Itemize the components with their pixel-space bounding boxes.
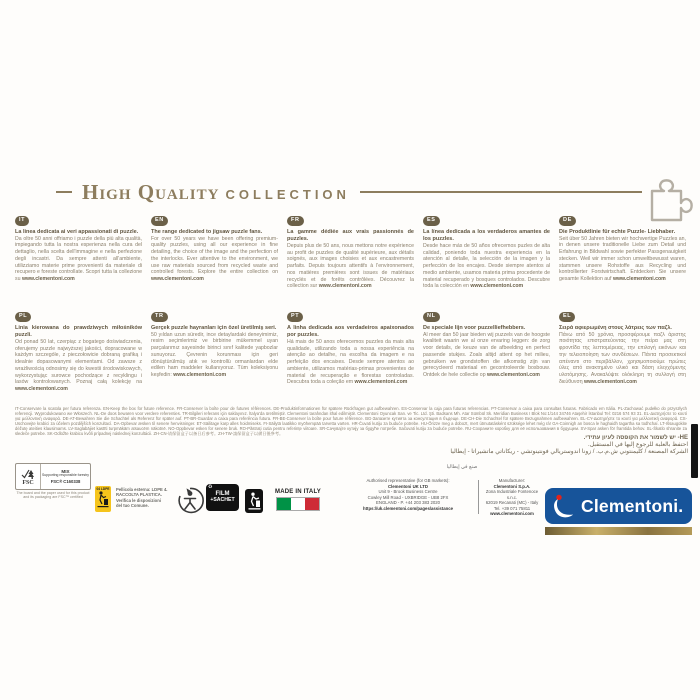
manufacturer-url: www.clementoni.com bbox=[490, 511, 534, 517]
gb-rep-url: https://uk.clementoni.com/pages/assistance bbox=[362, 505, 454, 511]
title-rule-left bbox=[56, 191, 72, 193]
gb-rep-line: Unit 9 - Brook Business Centre bbox=[378, 489, 438, 495]
gb-rep-line: Authorised representative (for GB markets): bbox=[366, 478, 450, 483]
arabic-manufacturer-line: الشركة المصنعة / كليمنتوني ش.م.ب. / زونا اندوستريالي فونتينوتشي - ريكاناتي ماتشيراتا - إيطاليا bbox=[450, 449, 688, 455]
lang-badge-es: ES bbox=[423, 216, 440, 226]
lang-heading: Die Produktlinie für echte Puzzle- Liebhaber. bbox=[559, 228, 676, 235]
manufacturer-line: 62019 Recanati (MC) - Italy bbox=[485, 500, 539, 506]
lang-heading: Gerçek puzzle hayranları için özel üretilmiş seri. bbox=[151, 324, 277, 331]
lang-badge-el: EL bbox=[559, 312, 575, 322]
made-in-italy bbox=[272, 489, 324, 511]
lang-badge-it: IT bbox=[15, 216, 29, 226]
website-url: www.clementoni.com bbox=[318, 283, 372, 290]
keep-box-fine-print: IT-Conservare la scatola per futura referenza. EN-Keep the box for future reference. FR-Conserver la boîte pour de futures références. DE-Produktinformationen für spätere Rückfragen gut aufbewahren. ES-Conservar la caja para futuras referencias. PT-Conservar a caixa para consultas futuras. Fabricado em Itália. PL-Zachować pudełko do przyszłych referencji. Wyprodukowano we Włoszech. NL-De doos bewaren voor verdere referenties. TR-Bilgileri referans için saklayınız. İtalya'da üretilmiştir. Clementoni tarafından ithal edilmiştir. Clementoni Oyuncak San. ve Tic. Ltd. Şti. Badsans Mh. Atar Sümbül Sk. Meridian Business I Blok No:1/144 34746 Ataşehir İstanbul Tel: 0216 574 93 31. EL-Διατηρήστε το κουτί για μελλοντική αναφορά. DE-AT-Bewahren Sie die Schachtel als Referenz für später auf. PT-BR-Guardar a caixa para referência futura. FR-BE-Conserver la boîte pour future référence. BG-Запазете кутията за консултация в бъдеще. DE-CH-Die Schachtel für spätere Bezugnahmen aufbewahren. EL-CY-Διατηρήστε το κουτί για μελλοντική αναφορά. CS-Uschovejte krabici za účelem pozdějších konzultací. DA-Opbevar æsken til senere henvisninger. ET-Säilitage karp alles hoidmiseks. FI-Säilytä laatikko myöhempää tarvetta varten. HR-Čuvati kutiju za buduće potrebe. HU-Őrizze meg a dobozt, mert útmutatásként szüksége lehet még rá! GA-Coinnigh an bosca le haghaidh tagartha sa todhchaí. LT-Išsaugokite dėžutę ateities klausimams. LV-Saglabājiet kastīti turpmākām atsaucēm nākotnē. NO-Oppbevar esken for senere bruk. RO-Păstrați cutia pentru referințe viitoare. SR-Сачувајте кутију за будуће потребе. Sačuvati kutiju za buduće potrebe. RU-Сохраните коробку для её использования в будущем. SV-Spar asken för framtida behov. SL-Škatlo shranite za sledeče potrebe. SK-Odložte krabicu kvôli prípadnej následnej konzultácii. ZH-CN-请保留盒子以备日后参考。ZH-TW-請保留盒子以備日後參考。 bbox=[15, 406, 687, 437]
triman-icon bbox=[176, 487, 204, 520]
fsc-caption: The board and the paper used for this product and its packaging are FSC™ certified bbox=[16, 491, 90, 500]
italy-flag-icon bbox=[276, 497, 320, 511]
lang-body: Depuis plus de 50 ans, nous mettons notre expérience au profit de puzzles de qualité supérieure, aux détails soignés, aux images choisies et aux encastrements parfaits. Depuis toujours attentifs à l'environnement, nos matières premières sont issues de matériaux recyclés et de forêts contrôlées. Découvrez la collection sur bbox=[287, 242, 414, 290]
film-line: FILM bbox=[215, 491, 230, 498]
lang-badge-nl: NL bbox=[423, 312, 440, 322]
lang-heading: The range dedicated to jigsaw puzzle fans. bbox=[151, 228, 263, 235]
fsc-mix: MIX bbox=[61, 469, 70, 475]
manufacturer-line: Tel. +39 071 75811 bbox=[493, 505, 531, 511]
lang-heading: Linia kierowana do prawdziwych miłośników puzzli. bbox=[15, 324, 142, 338]
rtl-fine-print bbox=[288, 435, 688, 455]
lang-heading: La línea dedicada a los verdaderos amantes de los puzzles. bbox=[423, 228, 550, 242]
lang-body: Da oltre 50 anni offriamo i puzzle della più alta qualità, impiegando tutta la nostra esperienza nella cura del dettaglio, nella scelta dell'immagine e nella perfezione degli incastri. Da sempre attenti all'ambiente, utilizziamo materie prime provenienti da materiale di recupero e foreste controllate. Scopri tutta la collezione su bbox=[15, 235, 142, 283]
lang-badge-de: DE bbox=[559, 216, 576, 226]
gb-rep-line: ENGLAND - P. +44 203 383 2020 bbox=[375, 500, 441, 506]
plastic-material-tag: 04 LDPE bbox=[96, 487, 110, 491]
title-rule-right bbox=[360, 191, 642, 193]
fsc-supporting: Supporting responsible forestry bbox=[42, 473, 89, 478]
clementoni-logo bbox=[545, 488, 692, 524]
sachet-line: +SACHET bbox=[210, 496, 235, 503]
lang-body: Desde hace más de 50 años ofrecemos puzles de alta calidad, poniendo toda nuestra experiencia en la atención al detalle, la selección de la imagen y la perfección de los encajes. Desde siempre atentos al medio ambiente, usamos materia prima procedente de material recuperado y bosques controlados. Descubre toda la colección en bbox=[423, 242, 550, 290]
lang-heading: A linha dedicada aos verdadeiros apaixonados por puzzles. bbox=[287, 324, 414, 338]
website-url: www.clementoni.com bbox=[15, 386, 68, 393]
lang-section-el bbox=[559, 312, 686, 399]
manufacturer-name: Clementoni S.p.A. bbox=[493, 483, 531, 489]
manufacturer-line: Zona Industriale Fontenoce s.n.c. bbox=[485, 489, 539, 500]
clementoni-swoosh-icon bbox=[551, 492, 578, 520]
lang-body: Seit über 50 Jahren bieten wir hochwertige Puzzles an, in denen unsere traditionelle Liebe zum Detail und Erfahrung in Bildwahl sowie perfekter Passgenauigkeit stecken. Weil wir immer schon umweltbewusst waren, stammen unsere Rohstoffe aus Recycling und kontrollierter Forstwirtschaft. Entdecken Sie unsere gesamte Kollektion auf bbox=[559, 235, 686, 283]
title-main: High Quality bbox=[82, 179, 220, 204]
manufacturer-line: Manufacturer: bbox=[498, 478, 526, 483]
lang-section-de bbox=[559, 216, 686, 303]
gb-representative-block bbox=[344, 478, 472, 511]
website-url: www.clementoni.com bbox=[487, 372, 540, 379]
manufacturer-block bbox=[483, 478, 541, 517]
page-title bbox=[82, 180, 350, 205]
made-in-italy-text: MADE IN ITALY bbox=[275, 489, 321, 495]
clementoni-wordmark: Clementoni. bbox=[581, 495, 684, 516]
website-url: www.clementoni.com bbox=[173, 372, 227, 379]
lang-section-fr bbox=[287, 216, 414, 303]
lang-heading: Σειρά αφιερωμένη στους λάτρεις των παζλ. bbox=[559, 324, 672, 331]
importer-strip bbox=[691, 424, 698, 478]
lang-section-nl bbox=[423, 312, 550, 399]
language-grid bbox=[15, 216, 686, 399]
website-url: www.clementoni.com bbox=[354, 379, 408, 386]
film-sachet-label bbox=[206, 484, 239, 511]
fsc-code: FSC® C160338 bbox=[50, 478, 81, 484]
footer-divider bbox=[478, 480, 479, 514]
title-sub: COLLECTION bbox=[225, 186, 350, 202]
lang-section-es bbox=[423, 216, 550, 303]
lang-badge-pt: PT bbox=[287, 312, 303, 322]
lang-badge-fr: FR bbox=[287, 216, 304, 226]
lang-body: Al meer dan 50 jaar bieden wij puzzels van de hoogste kwaliteit waarin we al onze ervaring leggen: de zorg voor details, de keuze van de afbeelding en perfect passende stukjes. Zoals altijd attent op het milieu, gebruiken we grondstoffen die afkomstig zijn van gerecycleerd materiaal en gecontroleerde bosbouw. Ontdek de hele collectie op bbox=[423, 331, 550, 379]
fsc-word: FSC bbox=[22, 479, 34, 486]
plastic-collection-text: Pellicola esterna: LDPE 4. RACCOLTA PLASTICA. Verifica le disposizioni del tuo Comune. bbox=[116, 487, 168, 508]
lang-section-it bbox=[15, 216, 142, 303]
lang-section-pl bbox=[15, 312, 142, 399]
fsc-tree-icon bbox=[16, 464, 41, 489]
tidyman-icon bbox=[245, 489, 263, 513]
lang-badge-pl: PL bbox=[15, 312, 31, 322]
arabic-line: احتفظ بالعلبة للرجوع إليها في المستقبل. bbox=[588, 442, 688, 448]
website-url: www.clementoni.com bbox=[584, 378, 637, 385]
lang-body: For over 50 years we have been offering premium-quality puzzles, using all our experience in fine detailing, the choice of the image and the perfection of the interlocks. Ever attentive to the environment, we use raw materials sourced from recycled waste and controlled forests. Explore the entire collection on bbox=[151, 235, 278, 276]
fsc-label bbox=[15, 463, 91, 490]
recycle-glyph: ♻ bbox=[208, 484, 213, 490]
lang-section-en bbox=[151, 216, 278, 303]
website-url: www.clementoni.com bbox=[21, 276, 75, 283]
lang-body: 50 yıldan uzun süredir, ince detaylardaki deneyimimiz, resim seçimlerimiz ve birbirine mükemmel uyan parçalarımız sayesinde birinci sınıf kalitede yapbozlar sunuyoruz. Çevrenin korunması için geri dönüştürülmüş atık ve kontrollü ormanlardan elde edilen ham maddeler kullanıyoruz. Tüm koleksiyonu keşfedin: bbox=[151, 331, 278, 379]
throw-in-bin-icon bbox=[97, 491, 109, 508]
gb-rep-name: Clementoni UK LTD bbox=[387, 483, 429, 489]
lang-section-pt bbox=[287, 312, 414, 399]
lang-body: Od ponad 50 lat, czerpiąc z bogatego doświadczenia, oferujemy puzzle najwyższej jakości, dopracowane w każdym szczególe, z pieczołowicie dobraną grafiką i idealnie dopasowanymi elementami. Od zawsze z wrażliwością odnosimy się do kwestii środowiskowych, wykorzystując surowce pochodzące z recyklingu i lasów kontrolowanych. Poznaj całą kolekcję na bbox=[15, 338, 142, 386]
website-url: www.clementoni.com bbox=[612, 276, 666, 283]
gold-band bbox=[545, 527, 692, 535]
gb-rep-line: Cowley Mill Road - UXBRIDGE - UB8 2FX bbox=[367, 494, 449, 500]
lang-body: Há mais de 50 anos oferecemos puzzles da mais alta qualidade, utilizando toda a nossa experiência na atenção ao detalhe, na escolha da imagem e na perfeição dos encaixes. Desde sempre atentos ao ambiente, utilizamos matérias-primas provenientes de material de recuperação e florestas controladas. Descubra toda a coleção em bbox=[287, 338, 414, 386]
lang-badge-en: EN bbox=[151, 216, 168, 226]
lang-section-tr bbox=[151, 312, 278, 399]
made-in-italy-arabic: صنع في إيطاليا bbox=[446, 464, 478, 470]
lang-heading: De speciale lijn voor puzzelliefhebbers. bbox=[423, 324, 526, 331]
plastic-collection-icon bbox=[95, 486, 111, 512]
website-url: www.clementoni.com bbox=[151, 276, 204, 283]
lang-heading: La gamme dédiée aux vrais passionnés de puzzles. bbox=[287, 228, 414, 242]
hebrew-line: HE- יש לשמור את הקופסה לעיון עתידי. bbox=[583, 435, 688, 441]
lang-heading: La linea dedicata ai veri appassionati di puzzle. bbox=[15, 228, 139, 235]
website-url: www.clementoni.com bbox=[470, 283, 524, 290]
lang-badge-tr: TR bbox=[151, 312, 168, 322]
fsc-details bbox=[41, 464, 90, 489]
lang-body: Πάνω από 50 χρόνια, προσφέρουμε παζλ άριστης ποιότητας επιστρατεύοντας την πείρα μας στη φροντίδα της λεπτομέρειας, την επιλογή εικόνων και την τελειοποίηση των συνδέσεων. Πάντα προσεκτικοί απέναντι στο περιβάλλον, χρησιμοποιούμε πρώτες ύλες από ανακτημένο υλικό και δάση ελεγχόμενης υλοτόμησης. Ανακαλύψτε ολόκληρη τη συλλογή στη διεύθυνση bbox=[559, 331, 686, 385]
collection-title-row bbox=[0, 180, 700, 204]
